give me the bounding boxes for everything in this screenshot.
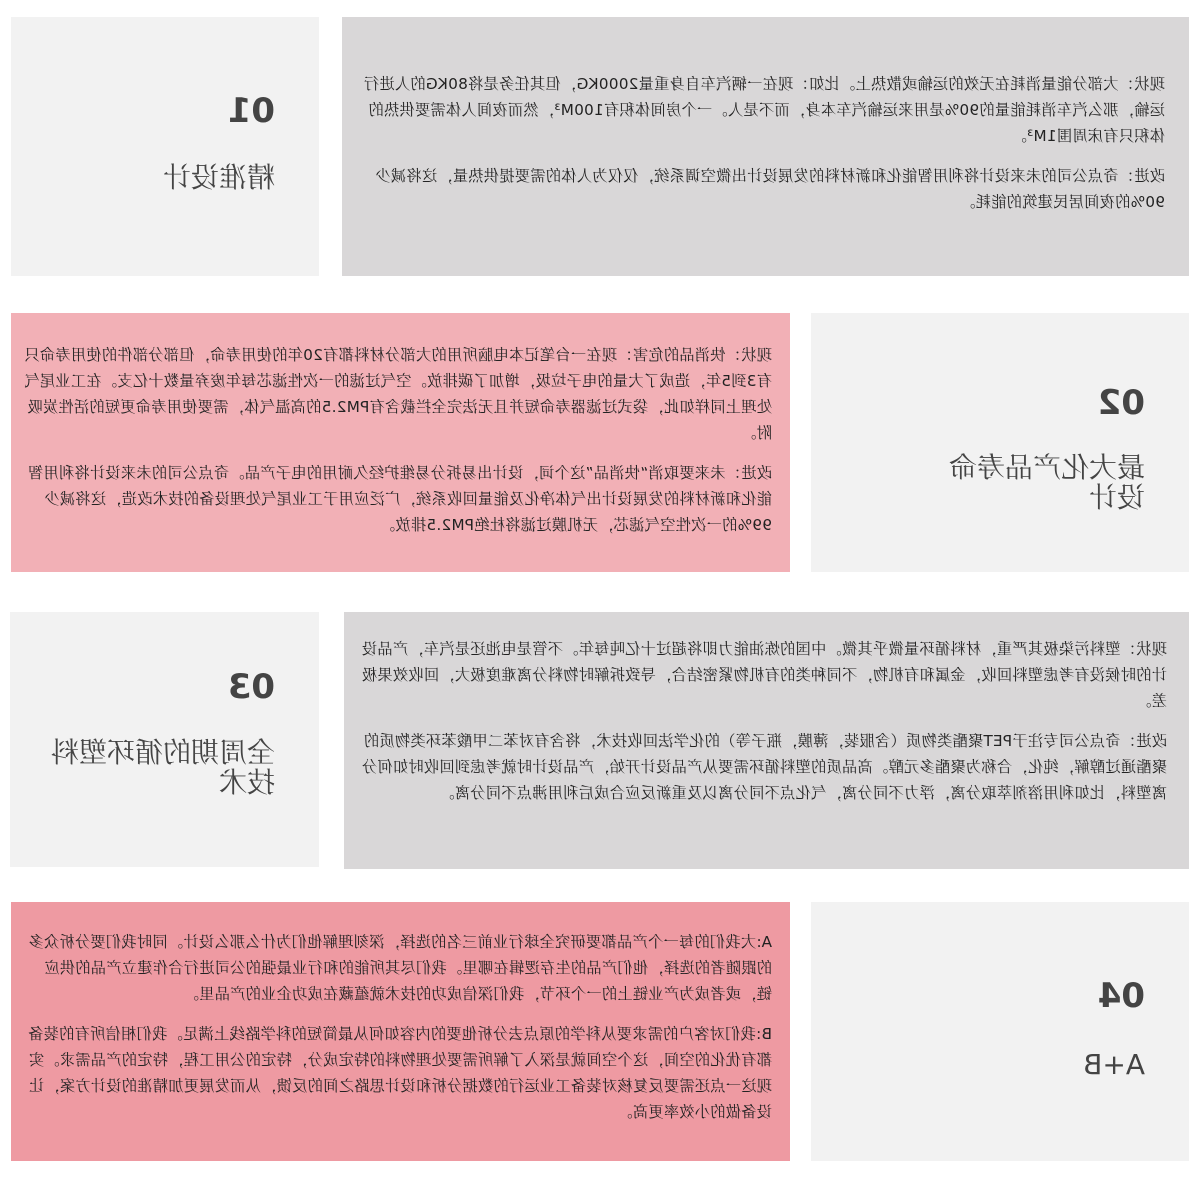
section-01-label-panel — [11, 17, 319, 276]
section-04-title: A+B — [1083, 1048, 1145, 1081]
section-01-content-panel — [342, 17, 1189, 276]
section-03-number: 03 — [227, 667, 275, 707]
section-03-label-panel — [10, 612, 319, 867]
section-02-number: 02 — [1097, 383, 1145, 423]
section-02-title: 最大化产品寿命设计 — [948, 451, 1145, 514]
section-04-a-text: A:大我们的每一个产品都要研究全球行业前三名的选择，深刻理解他们为什么那么设计。同时我们要分析众多的跟随者的选择，他们产品的生存逻辑在哪里。我们尽其所能的和行业最强的公司进行合作建立产品的供应链，或者成为产业链上的一个环节，我们深信成功的技术就蕴藏在成功企业的产品里。 — [28, 933, 772, 1003]
section-04-number: 04 — [1097, 976, 1145, 1016]
section-03-title: 全周期的循环塑料技术 — [50, 736, 275, 799]
section-02-content-panel — [11, 313, 790, 572]
section-03-content-panel — [344, 612, 1189, 869]
section-03-status-text: 现状：塑料污染极其严重，材料循环量微乎其微。中国的炼油能力即将超过十亿吨每年。不管是电池还是汽车，产品设计的时候没有考虑塑料回收，金属和有机物，不同种类的有机物紧密结合，导致拆解时物料分离难度极大，回收效果极差。 — [361, 640, 1167, 710]
section-04-label-panel — [811, 902, 1189, 1161]
section-01-number: 01 — [227, 91, 275, 131]
section-04-content-panel — [11, 902, 790, 1161]
section-04-b-text: B:我们对客户的需求要从科学的原点去分析他要的内容如何从最简短的科学路线上满足。我们相信所有的装备都有优化的空间，这个空间就是深入了解所需要处理物料的特定成分，特定的公用工程，特定的产品需求。实现这一点还需要反复核对装备工业运行的数据分析和设计思路之间的反馈，从而发展更加精准的设计方案，让设备做的小效率更高。 — [27, 1025, 772, 1121]
section-01-status-text: 现状：大部分能量消耗在无效的运输或散热上。比如：现在一辆汽车自身重量2000KG，但其任务是将80KG的人进行运输，那么汽车消耗能量的90%是用来运输汽车本身，而不是人。一个房间体积有100M³，然而夜间人体需要供热的体积只有床周围1M³。 — [363, 75, 1165, 145]
section-02-label-panel — [811, 313, 1189, 572]
section-01-title: 精准设计 — [162, 161, 275, 194]
section-01-improvement-text: 改进：奇点公司的未来设计将利用智能化和新材料的发展设计出微空调系统，仅仅为人体的需要提供热量，这将减少90%的夜间居民建筑的能耗。 — [375, 167, 1165, 211]
section-02-status-text: 现状：快消品的危害：现在一台笔记本电脑所用的大部分材料都有20年的使用寿命，但部分部件的使用寿命只有3到5年，造成了大量的电子垃圾，增加了碳排放。空气过滤的一次性滤芯每年废弃量数十亿支。在工业尾气处理上同样如此，袋式过滤器寿命短并且无法完全拦截含有PM2.5的高温气体，需要使用寿命更短的活性炭吸附。 — [24, 346, 772, 442]
section-03-improvement-text: 改进：奇点公司专注于PET聚酯类物质（含服装，薄膜，瓶子等）的化学法回收技术，将含有对苯二甲酸苯环类物质的聚酯通过醇解，纯化，合称为聚酯多元醇。高品质的塑料循环需要从产品设计开始，产品设计时就考虑到回收时如何分离塑料，比如利用溶剂萃取分离，浮力不同分离，气化点不同分离以及重新反应合成后利用沸点不同分离。 — [361, 732, 1167, 802]
section-02-improvement-text: 改进：未来要取消“快消品”这个词，设计出易拆分易维护经久耐用的电子产品。奇点公司的未来设计将利用智能化和新材料的发展设计出气体净化及能量回收系统，广泛应用于工业尾气处理设备的技术改造，这将减少99%的一次性空气滤芯，无机膜过滤将杜绝PM2.5排放。 — [27, 464, 772, 534]
